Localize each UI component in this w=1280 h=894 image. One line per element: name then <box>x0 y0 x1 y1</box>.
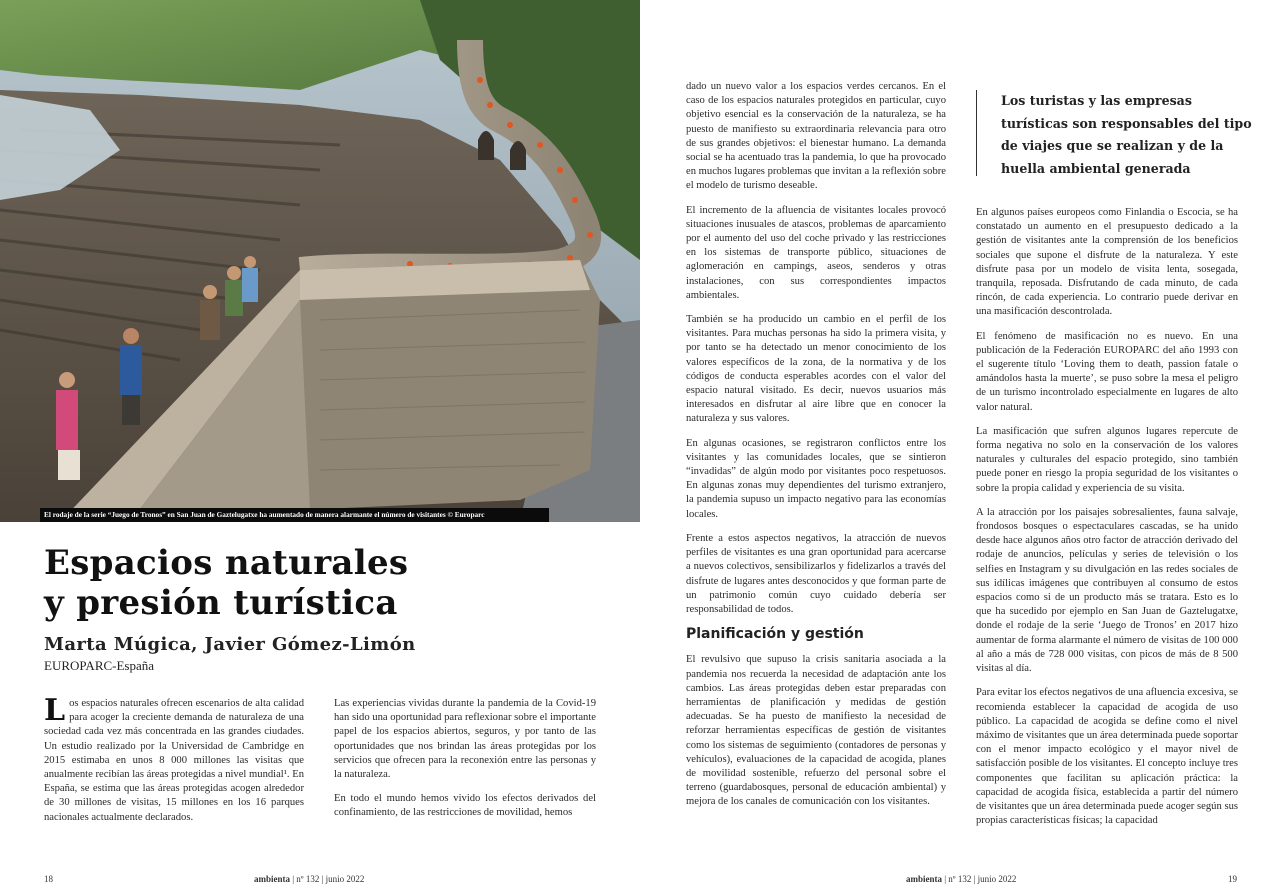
section-subheading: Planificación y gestión <box>686 626 864 643</box>
drop-cap: L <box>44 693 66 728</box>
paragraph <box>44 693 304 825</box>
paragraph: En algunas ocasiones, se registraron conflictos entre los visitantes y las comunidades locales, que se sintieron “invadidas” de algún modo por visitantes poco respetuosos. En algunas zonas muy dependientes del turismo extranjero, la pandemia supuso un impacto negativo para las economías locales. <box>686 437 946 520</box>
running-footer <box>254 874 364 884</box>
magazine-name: ambienta <box>906 874 942 884</box>
paragraph: También se ha producido un cambio en el perfil de los visitantes. Para muchas personas ha sido la primera visita, y por tanto se ha detectado un menor conocimiento de los valores específicos de la zona, de la normativa y de los códigos de conducta esperables acordes con el valor del espacio natural visitado. Es decir, nuevos usuarios más interesados en disfrutar al aire libre que en conocer la naturaleza y sus valores. <box>686 314 946 425</box>
left-column-2 <box>334 697 596 831</box>
paragraph: dado un nuevo valor a los espacios verdes cercanos. En el caso de los espacios naturales protegidos en particular, cuyo objetivo esencial es la conservación de la naturaleza, se ha puesto de manifiesto su extraordinaria relevancia para otro de sus grandes objetivos: el bienestar humano. La demanda social se ha acentuado tras la pandemia, lo que ha provocado en muchos lugares problemas que invitan a la reflexión sobre el modelo de turismo deseable. <box>686 81 946 192</box>
paragraph: Las experiencias vividas durante la pandemia de la Covid-19 han sido una oportunidad para reflexionar sobre el importante papel de los espacios abiertos, seguros, y por tanto de las oportunidades que nos brindan las áreas protegidas por los servicios que ofrecen para la reconexión entre las personas y la naturaleza. <box>334 698 596 781</box>
article-authors: Marta Múgica, Javier Gómez-Limón <box>44 634 416 655</box>
issue-info: | nº 132 | junio 2022 <box>942 874 1017 884</box>
paragraph-text: os espacios naturales ofrecen escenarios de alta calidad para acoger la creciente demanda de naturaleza de una sociedad cada vez más concentrada en las grandes ciudades. Un estudio realizado por la Universidad de Cambridge en 2015 estimaba en unos 8 000 millones las visitas que anualmente recibían las áreas protegidas a nivel mundial¹. En España, se estima que las áreas protegidas acogen alrededor de 30 millones de visitas, 15 millones en los 16 parques nacionales actualmente declarados. <box>44 698 304 823</box>
paragraph: El incremento de la afluencia de visitantes locales provocó situaciones inusuales de atascos, problemas de aparcamiento por el aumento del uso del coche privado y las restricciones en los sistemas de transporte público, situaciones de aglomeración en campings, aseos, senderos y otras instalaciones, con sus correspondientes impactos ambientales. <box>686 204 946 301</box>
paragraph: Frente a estos aspectos negativos, la atracción de nuevos perfiles de visitantes es una gran oportunidad para acercarse a nuevos colectivos, sensibilizarlos y fidelizarlos a través del disfrute de lugares antes desconocidos y que forman parte de un patrimonio común cuyo cuidado debería ser responsabilidad de todos. <box>686 532 946 615</box>
author-organization: EUROPARC-España <box>44 658 155 673</box>
right-column-1 <box>686 80 946 820</box>
page-number: 18 <box>44 874 53 884</box>
pull-quote-text: Los turistas y las empresas turísticas son responsables del tipo de viajes que se realizan y de la huella ambiental generada <box>1001 93 1252 176</box>
page-number: 19 <box>1228 874 1237 884</box>
causeway-photo-illustration <box>0 0 640 522</box>
magazine-name: ambienta <box>254 874 290 884</box>
paragraph: El fenómeno de masificación no es nuevo. En una publicación de la Federación EUROPARC del año 1993 con el sugerente título ‘Loving them to death, passion fatale o amándolos hasta la muerte’, se puso sobre la mesa el peligro de un turismo incontrolado especialmente en lugares de alto valor natural. <box>976 330 1238 413</box>
paragraph: El revulsivo que supuso la crisis sanitaria asociada a la pandemia nos recuerda la necesidad de adaptación ante los cambios. Las áreas protegidas deben estar preparadas con herramientas de planificación y medidas de gestión adecuadas. Se ha puesto de manifiesto la necesidad de reforzar herramientas específicas de gestión de visitantes como los sistemas de seguimiento (contadores de personas y vehículos), evaluaciones de la capacidad de acogida, planes de movilidad sostenible, refuerzo del personal sobre el terreno (guardabosques, personal de educación ambiental) y mejora de los canales de comunicación con los visitantes. <box>686 654 946 808</box>
photo-caption: El rodaje de la serie “Juego de Tronos” en San Juan de Gaztelugatxe ha aumentado de manera alarmante el número de visitantes © Europarc <box>40 508 549 522</box>
paragraph: En algunos países europeos como Finlandia o Escocia, se ha constatado un aumento en el presupuesto dedicado a la gestión de visitantes ante la comprensión de los beneficios sociales que supone el disfrute de la naturaleza. Y este disfrute pasa por un modelo de visita lenta, sosegada, tranquila, reposada. Disfrutando de cada minuto, de cada rincón, de cada experiencia. Lo contrario puede derivar en una masificación descontrolada. <box>976 207 1238 318</box>
issue-info: | nº 132 | junio 2022 <box>290 874 365 884</box>
right-column-2 <box>976 206 1238 838</box>
article-photo <box>0 0 640 522</box>
right-page <box>640 0 1280 894</box>
title-line-1: Espacios naturales <box>44 543 409 583</box>
paragraph: Para evitar los efectos negativos de una afluencia excesiva, se recomienda establecer la capacidad de acogida de uso público. La capacidad de acogida se define como el nivel máximo de visitantes que un área determinada puede soportar con el menor impacto ecológico y el mayor nivel de satisfacción posible de los visitantes. El concepto incluye tres componentes que facilitan su aplicación práctica: la capacidad de acogida física, establecida a partir del número de visitantes que un área determinada puede acoger según sus propias características físicas; la capacidad <box>976 687 1238 827</box>
left-column-1 <box>44 693 304 835</box>
title-line-2: y presión turística <box>44 583 398 623</box>
article-title <box>44 543 604 623</box>
paragraph: En todo el mundo hemos vivido los efectos derivados del confinamiento, de las restricciones de movilidad, hemos <box>334 793 596 819</box>
pull-quote <box>976 90 1263 176</box>
paragraph: La masificación que sufren algunos lugares repercute de forma negativa no solo en la conservación de los valores naturales y culturales del espacio protegido, sino también puede poner en riesgo la propia seguridad de los visitantes o sobre la propia calidad y experiencia de su visita. <box>976 425 1238 494</box>
running-footer <box>906 874 1016 884</box>
paragraph: A la atracción por los paisajes sobresalientes, fauna salvaje, frondosos bosques o espectaculares cascadas, se ha unido desde hace algunos años otro factor de atracción derivado del rodaje de anuncios, películas y series de televisión o los selfies en Instagram y su divulgación en las redes sociales de sus idílicas imágenes que contribuyen al consumo de estos espacios como si de un producto más se tratara. Esto es lo que ha sucedido por ejemplo en San Juan de Gaztelugatxe, donde el rodaje de la serie ‘Juego de Tronos’ en 2017 hizo aumentar de forma alarmante el número de visitas de 100 000 al año a más de 728 000 visitas, con picos de más de 8 500 visitas al día. <box>976 506 1238 675</box>
